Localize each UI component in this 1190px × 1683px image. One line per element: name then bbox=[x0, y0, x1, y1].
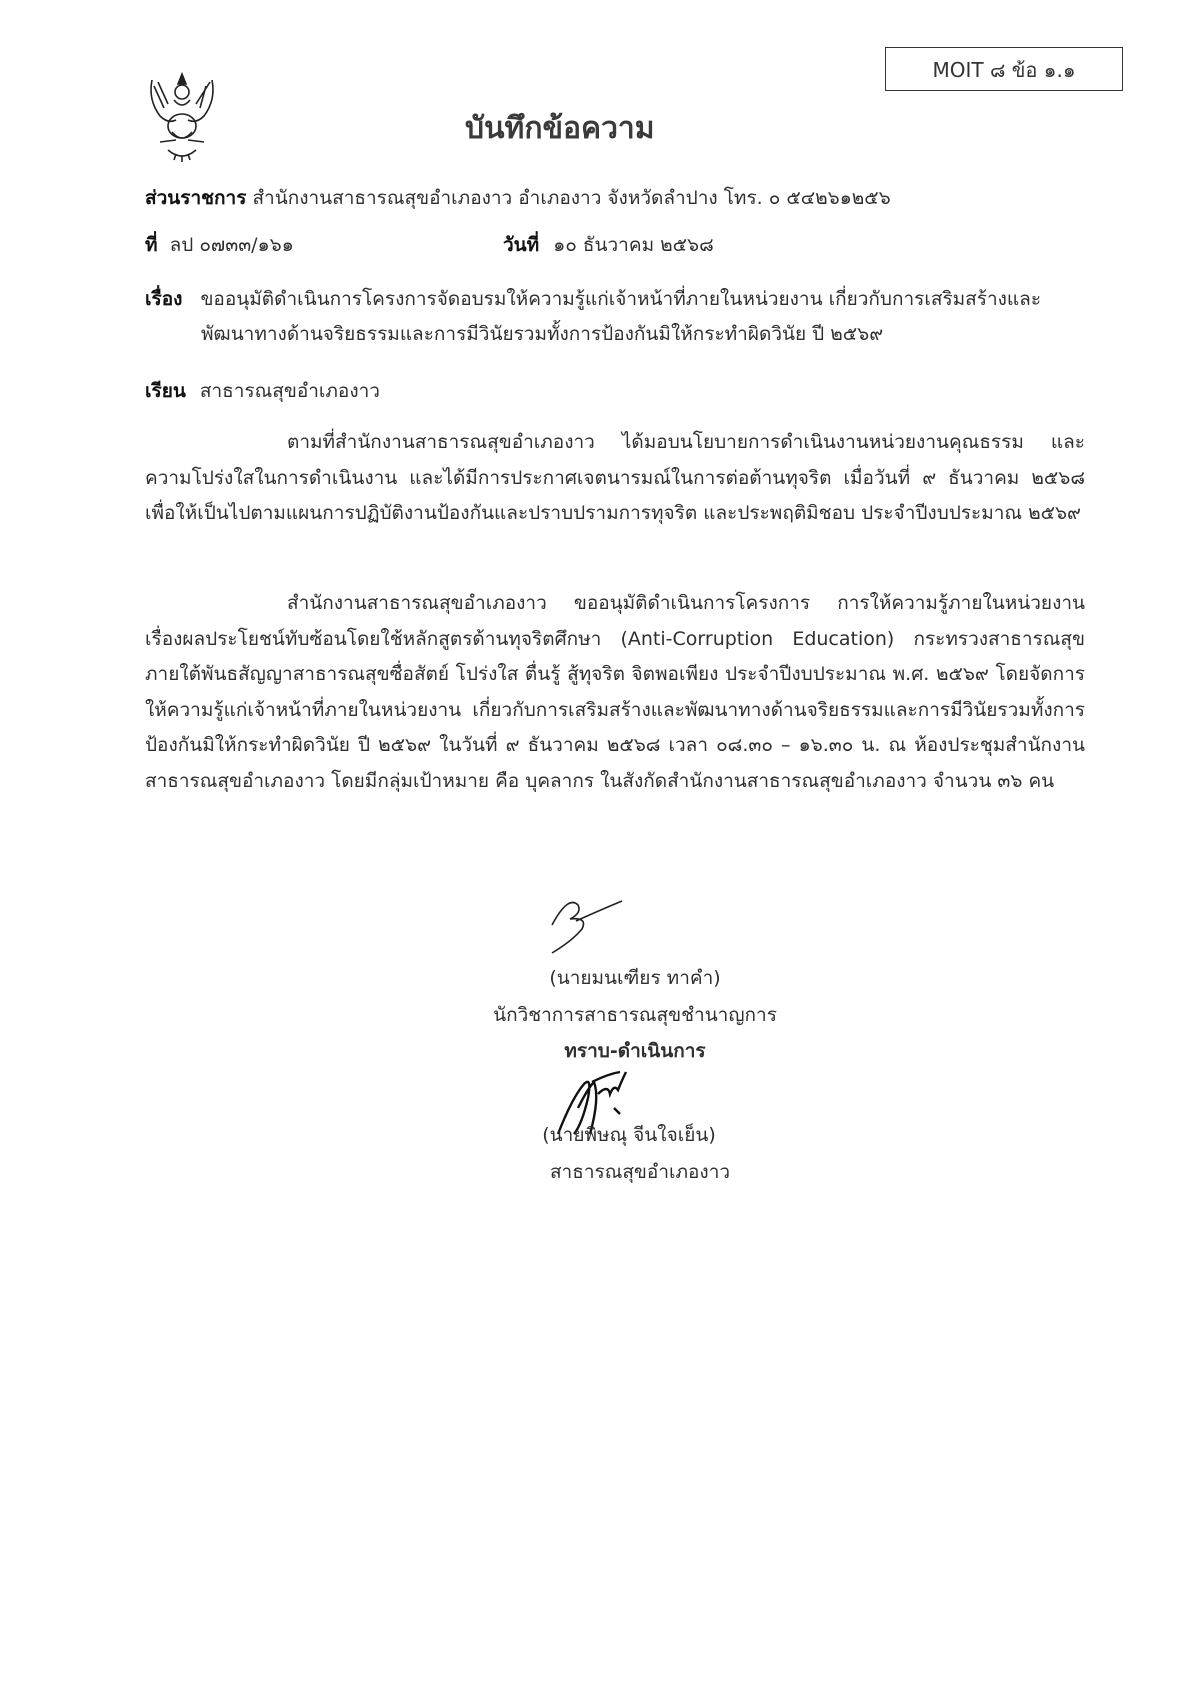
department-label: ส่วนราชการ bbox=[145, 187, 247, 209]
reference-line bbox=[145, 230, 294, 260]
date-line bbox=[503, 230, 714, 260]
date-value: ๑๐ ธันวาคม ๒๕๖๘ bbox=[553, 234, 714, 256]
subject-label: เรื่อง bbox=[145, 288, 183, 310]
signer-1-position: นักวิชาการสาธารณสุขชำนาญการ bbox=[493, 1004, 777, 1026]
to-label: เรียน bbox=[145, 380, 186, 402]
signer-1-name: (นายมนเฑียร ทาคำ) bbox=[549, 967, 721, 989]
body-paragraph-1: ตามที่สำนักงานสาธารณสุขอำเภองาว ได้มอบนโยบายการดำเนินงานหน่วยงานคุณธรรม และความโปร่งใสในการดำเนินงาน และได้มีการประกาศเจตนารมณ์ในการต่อต้านทุจริต เมื่อวันที่ ๙ ธันวาคม ๒๕๖๘ เพื่อให้เป็นไปตามแผนการปฏิบัติงานป้องกันและปราบปรามการทุจริต และประพฤติมิชอบ ประจำปีงบประมาณ ๒๕๖๙ bbox=[145, 431, 1085, 524]
page-title: บันทึกข้อความ bbox=[465, 111, 655, 146]
department-line bbox=[145, 183, 891, 213]
signer-2-name: (นายพิษณุ จีนใจเย็น) bbox=[542, 1124, 716, 1146]
garuda-emblem-icon bbox=[146, 70, 218, 162]
document-code: MOIT ๘ ข้อ ๑.๑ bbox=[932, 58, 1076, 82]
subject-line bbox=[145, 284, 1041, 314]
signer-2-position: สาธารณสุขอำเภองาว bbox=[549, 1161, 731, 1183]
reference-label: ที่ bbox=[145, 234, 158, 256]
subject-text-2: พัฒนาทางด้านจริยธรรมและการมีวินัยรวมทั้งการป้องกันมิให้กระทำผิดวินัย ปี ๒๕๖๙ bbox=[201, 323, 884, 345]
to-value: สาธารณสุขอำเภองาว bbox=[199, 380, 380, 402]
document-code-box bbox=[885, 47, 1123, 91]
approval-note: ทราบ-ดำเนินการ bbox=[564, 1040, 706, 1062]
date-label: วันที่ bbox=[503, 234, 540, 256]
subject-text-1: ขออนุมัติดำเนินการโครงการจัดอบรมให้ความรู้แก่เจ้าหน้าที่ภายในหน่วยงาน เกี่ยวกับการเสริมสร้างและ bbox=[200, 288, 1042, 310]
reference-value: ลป ๐๗๓๓/๑๖๑ bbox=[169, 234, 294, 256]
to-line bbox=[145, 376, 380, 406]
department-value: สำนักงานสาธารณสุขอำเภองาว อำเภองาว จังหวัดลำปาง โทร. ๐ ๕๔๒๖๑๒๕๖ bbox=[252, 187, 891, 209]
signature-1-icon bbox=[548, 895, 628, 955]
body-paragraph-2: สำนักงานสาธารณสุขอำเภองาว ขออนุมัติดำเนินการโครงการ การให้ความรู้ภายในหน่วยงาน เรื่องผลประโยชน์ทับซ้อนโดยใช้หลักสูตรด้านทุจริตศึกษา (Anti-Corruption Education) กระทรวงสาธารณสุข ภายใต้พันธสัญญาสาธารณสุขซื่อสัตย์ โปร่งใส ตื่นรู้ สู้ทุจริต จิตพอเพียง ประจำปีงบประมาณ พ.ศ. ๒๕๖๙ โดยจัดการให้ความรู้แก่เจ้าหน้าที่ภายในหน่วยงาน เกี่ยวกับการเสริมสร้างและพัฒนาทางด้านจริยธรรมและการมีวินัยรวมทั้งการป้องกันมิให้กระทำผิดวินัย ปี ๒๕๖๙ ในวันที่ ๙ ธันวาคม ๒๕๖๘ เวลา ๐๘.๓๐ – ๑๖.๓๐ น. ณ ห้องประชุมสำนักงานสาธารณสุขอำเภองาว โดยมีกลุ่มเป้าหมาย คือ บุคลากร ในสังกัดสำนักงานสาธารณสุขอำเภองาว จำนวน ๓๖ คน bbox=[145, 592, 1085, 792]
